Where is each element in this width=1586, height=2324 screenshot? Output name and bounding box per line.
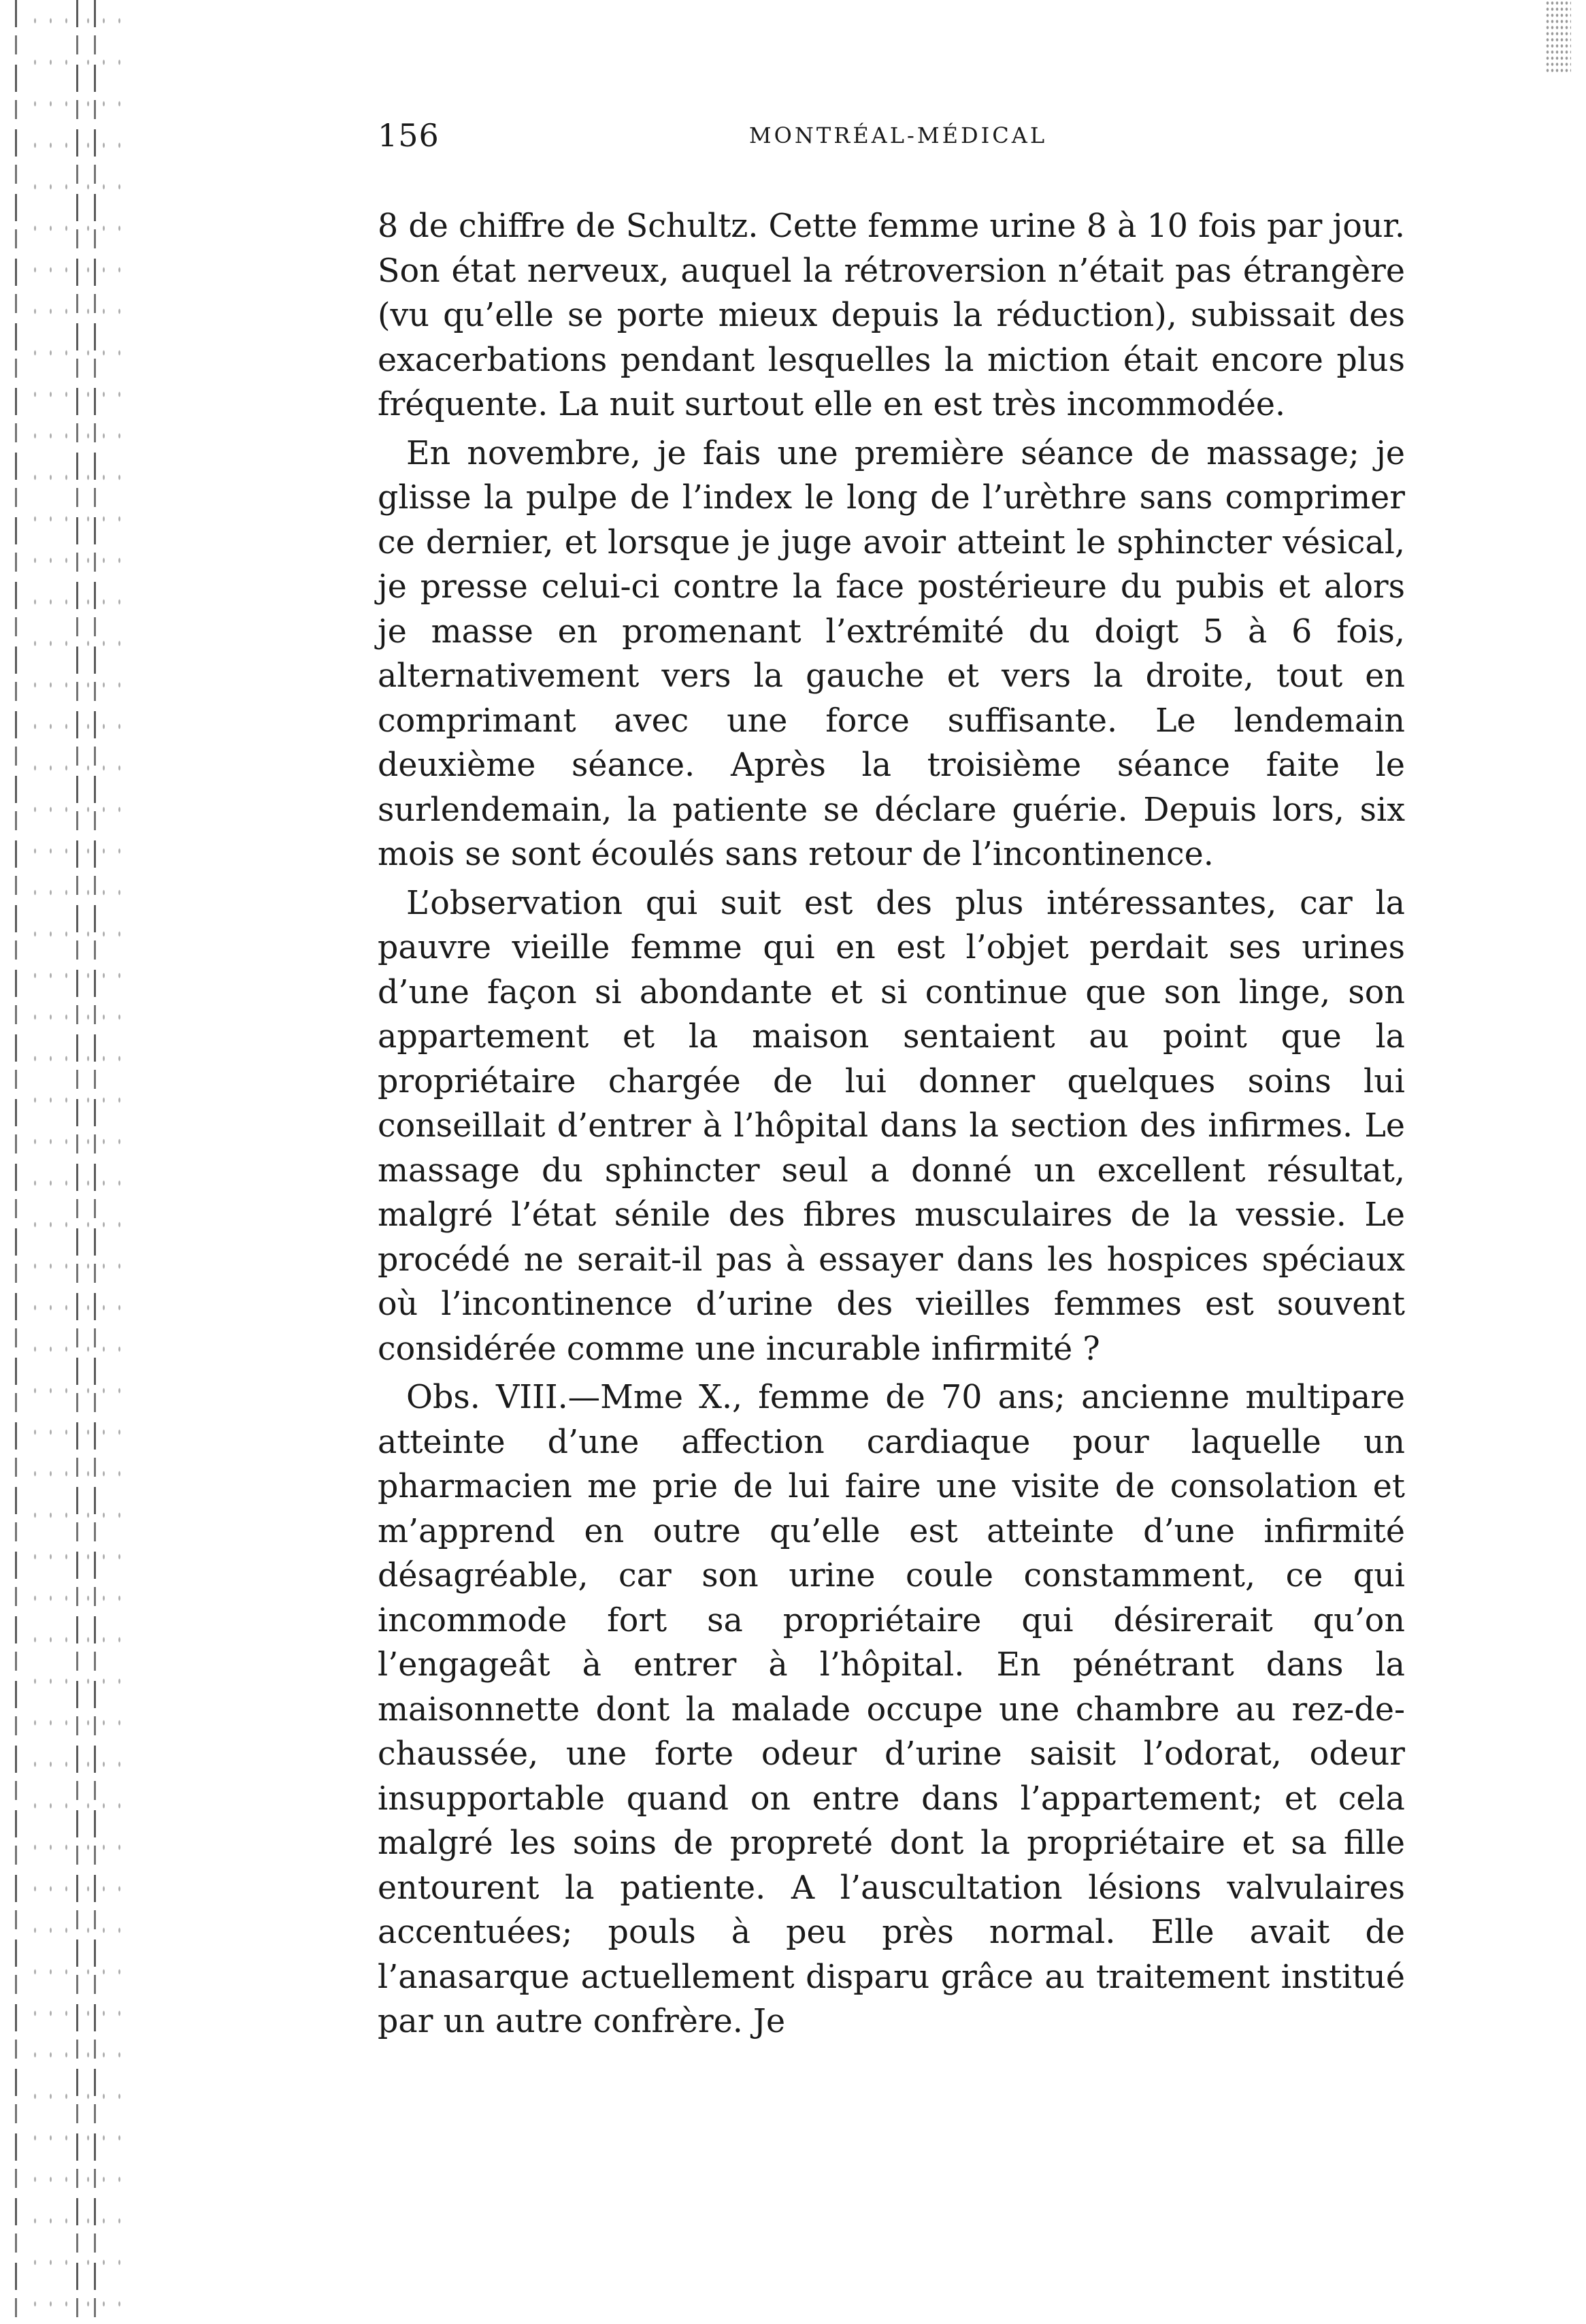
body-text bbox=[378, 204, 1405, 2048]
gutter-rule bbox=[15, 0, 17, 2324]
gutter-speckle bbox=[80, 0, 121, 2324]
gutter-speckle bbox=[27, 0, 68, 2324]
running-title: MONTRÉAL-MÉDICAL bbox=[748, 122, 1048, 148]
page-number: 156 bbox=[378, 117, 440, 154]
paragraph: 8 de chiffre de Schultz. Cette femme urine 8 à 10 fois par jour. Son état nerveux, auquel la rétroversion n’était pas étrangère (vu qu’elle se porte mieux depuis la réduction), subissait des exacerbations pendant lesquelles la miction était encore plus fréquente. La nuit surtout elle en est très incommodée. bbox=[378, 208, 1405, 423]
paragraph: L’observation qui suit est des plus intéressantes, car la pauvre vieille femme qui en est l’objet perdait ses urines d’une façon si abondante et si continue que son linge, son appartement et la maison sentaient au point que la propriétaire chargée de lui donner quelques soins lui conseillait d’entrer à l’hôpital dans la section des infirmes. Le massage du sphincter seul a donné un excellent résultat, malgré l’état sénile des fibres musculaires de la vessie. Le procédé ne serait-il pas à essayer dans les hospices spéciaux où l’incontinence d’urine des vieilles femmes est souvent considérée comme une incurable infirmité ? bbox=[378, 884, 1405, 1368]
paragraph: En novembre, je fais une première séance de massage; je glisse la pulpe de l’index le long de l’urèthre sans comprimer ce dernier, et lorsque je juge avoir atteint le sphincter vésical, je presse celui-ci contre la face postérieure du pubis et alors je masse en promenant l’extrémité du doigt 5 à 6 fois, alternativement vers la gauche et vers la droite, tout en comprimant avec une force suffisante. Le lendemain deuxième séance. Après la troisième séance faite le surlendemain, la patiente se déclare guérie. Depuis lors, six mois se sont écoulés sans retour de l’incontinence. bbox=[378, 434, 1405, 873]
page-header bbox=[378, 117, 1419, 171]
scan-gutter-edge bbox=[0, 0, 129, 2324]
paragraph: Obs. VIII.—Mme X., femme de 70 ans; ancienne multipare atteinte d’une affection cardiaque pour laquelle un pharmacien me prie de lui faire une visite de consolation et m’apprend en outre qu’elle est atteinte d’une infirmité désagréable, car son urine coule constamment, ce qui incommode fort sa propriétaire qui désirerait qu’on l’engageât à entrer à l’hôpital. En pénétrant dans la maisonnette dont la malade occupe une chambre au rez-de-chaussée, une forte odeur d’urine saisit l’odorat, odeur insupportable quand on entre dans l’appartement; et cela malgré les soins de propreté dont la propriétaire et sa fille entourent la patiente. A l’auscultation lésions valvulaires accentuées; pouls à peu près normal. Elle avait de l’anasarque actuellement disparu grâce au traitement institué par un autre confrère. Je bbox=[378, 1379, 1405, 2040]
scan-corner-mark bbox=[1545, 0, 1571, 75]
gutter-rule bbox=[76, 0, 78, 2324]
